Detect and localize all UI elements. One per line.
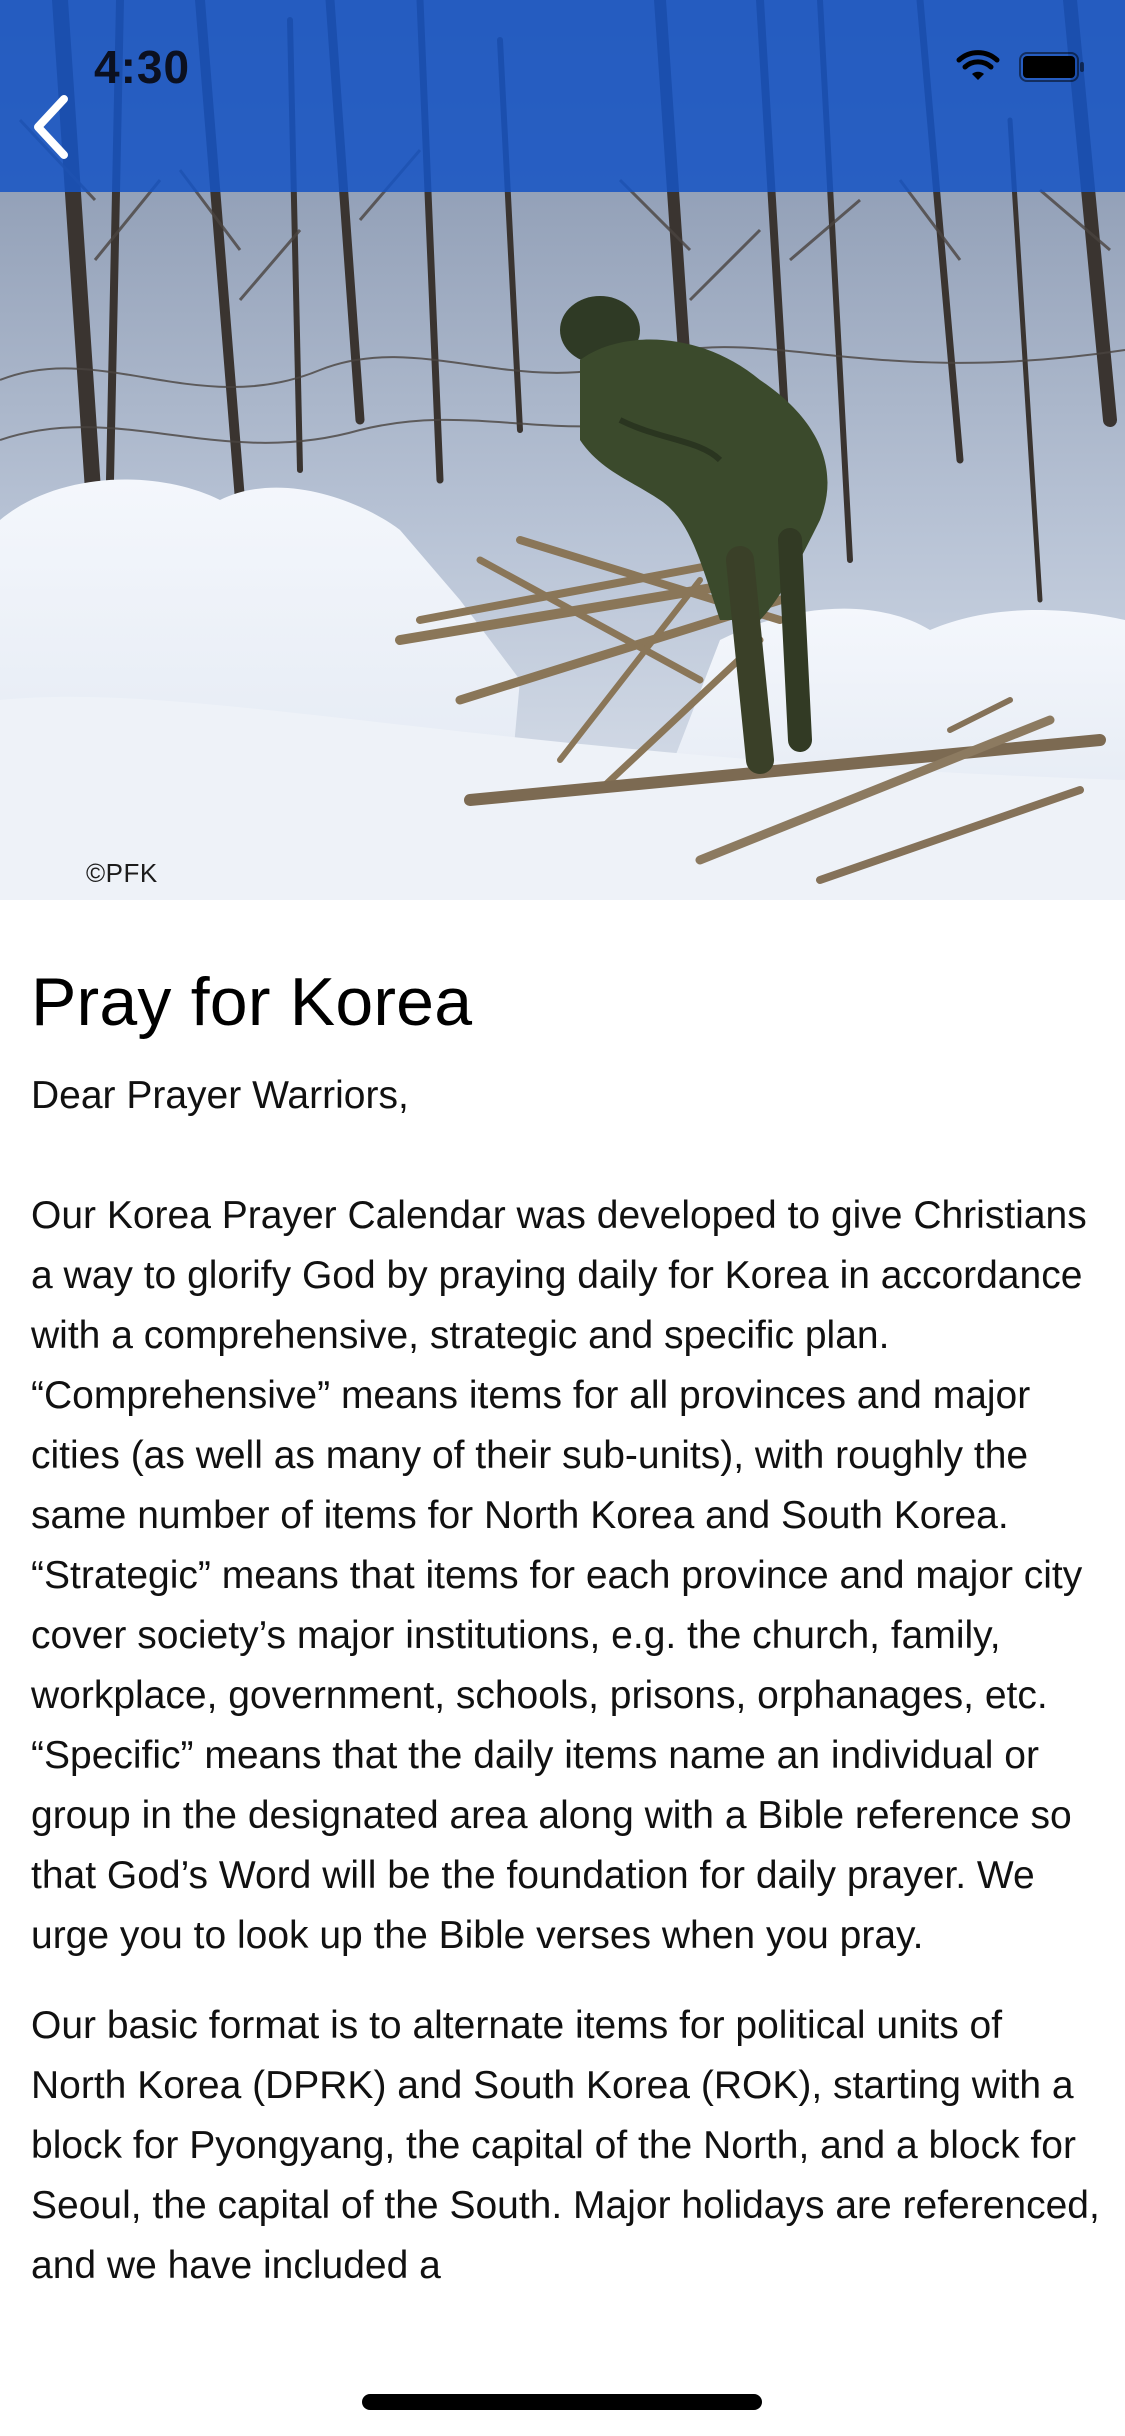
navigation-bar xyxy=(0,0,1125,192)
chevron-left-icon xyxy=(30,95,70,159)
status-icons xyxy=(955,50,1085,84)
back-button[interactable] xyxy=(20,92,80,162)
article xyxy=(31,960,1101,2296)
battery-icon xyxy=(1019,51,1085,83)
status-time: 4:30 xyxy=(94,41,191,93)
article-paragraph: Our Korea Prayer Calendar was developed to give Christians a way to glorify God by praying daily for Korea in accordance with a comprehensive, strategic and specific plan. “Comprehensive” means items for all provinces and major cities (as well as many of their sub-units), with roughly the same number of items for North Korea and South Korea. “Strategic” means that items for each province and major city cover society’s major institutions, e.g. the church, family, workplace, government, schools, prisons, orphanages, etc. “Specific” means that the daily items name an individual or group in the designated area along with a Bible reference so that God’s Word will be the foundation for daily prayer. We urge you to look up the Bible verses when you pray. xyxy=(31,1194,1087,1957)
article-title: Pray for Korea xyxy=(31,964,473,1040)
article-paragraph: Our basic format is to alternate items for political units of North Korea (DPRK) and South Korea (ROK), starting with a block for Pyongyang, the capital of the North, and a block for Seoul, the capital of the South. Major holidays are referenced, and we have included a xyxy=(31,2004,1100,2287)
home-indicator[interactable] xyxy=(362,2394,762,2410)
photo-credit: ©PFK xyxy=(86,858,158,888)
article-greeting: Dear Prayer Warriors, xyxy=(31,1074,409,1117)
wifi-icon xyxy=(955,50,1001,84)
